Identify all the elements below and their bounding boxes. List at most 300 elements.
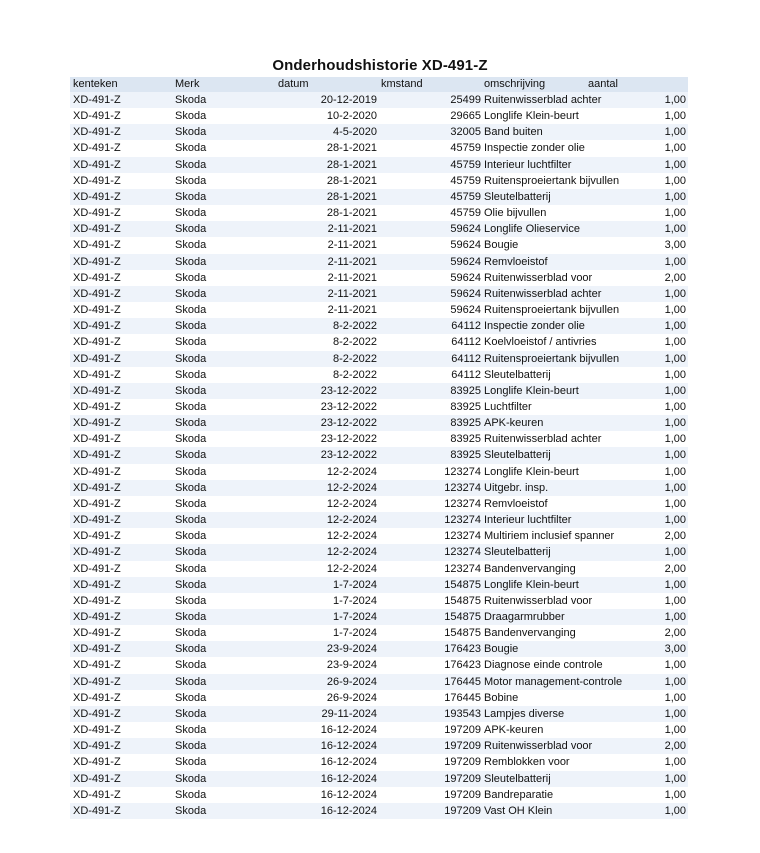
cell-description[interactable]: Bandenvervanging — [484, 627, 576, 640]
cell-brand[interactable]: Skoda — [175, 659, 207, 672]
cell-qty[interactable]: 1,00 — [664, 223, 686, 236]
cell-brand[interactable]: Skoda — [175, 465, 207, 478]
cell-description[interactable]: Ruitenwisserblad achter — [484, 287, 602, 300]
cell-km[interactable]: 197209 — [444, 756, 481, 769]
cell-qty[interactable]: 1,00 — [664, 207, 686, 220]
cell-description[interactable]: Ruitenwisserblad achter — [484, 94, 602, 106]
cell-plate[interactable]: XD-491-Z — [73, 400, 121, 413]
cell-date[interactable]: 10-2-2020 — [326, 110, 377, 123]
cell-plate[interactable]: XD-491-Z — [73, 659, 121, 672]
table-row[interactable] — [70, 577, 688, 593]
cell-qty[interactable]: 2,00 — [664, 627, 686, 640]
cell-plate[interactable]: XD-491-Z — [73, 287, 121, 300]
cell-qty[interactable]: 1,00 — [664, 724, 686, 737]
cell-brand[interactable]: Skoda — [175, 271, 207, 284]
table-row[interactable] — [70, 803, 688, 819]
cell-brand[interactable]: Skoda — [175, 724, 207, 737]
column-header-qty[interactable]: aantal — [588, 78, 618, 90]
cell-date[interactable]: 28-1-2021 — [326, 158, 377, 171]
cell-description[interactable]: Sleutelbatterij — [484, 190, 551, 203]
cell-km[interactable]: 123274 — [444, 530, 481, 543]
cell-brand[interactable]: Skoda — [175, 707, 207, 720]
cell-date[interactable]: 8-2-2022 — [332, 320, 377, 333]
cell-plate[interactable]: XD-491-Z — [73, 320, 121, 333]
cell-plate[interactable]: XD-491-Z — [73, 756, 121, 769]
table-row[interactable] — [70, 254, 688, 270]
table-row[interactable] — [70, 561, 688, 577]
cell-qty[interactable]: 1,00 — [664, 659, 686, 672]
cell-brand[interactable]: Skoda — [175, 433, 207, 446]
cell-qty[interactable]: 1,00 — [664, 110, 686, 123]
table-row[interactable] — [70, 641, 688, 657]
cell-km[interactable]: 64112 — [451, 336, 481, 349]
cell-km[interactable]: 32005 — [450, 126, 481, 139]
cell-plate[interactable]: XD-491-Z — [73, 207, 121, 220]
cell-brand[interactable]: Skoda — [175, 611, 207, 623]
cell-km[interactable]: 176423 — [444, 643, 481, 656]
cell-date[interactable]: 26-9-2024 — [326, 691, 377, 704]
cell-plate[interactable]: XD-491-Z — [73, 594, 121, 607]
cell-qty[interactable]: 1,00 — [664, 142, 686, 155]
table-row[interactable] — [70, 480, 688, 496]
cell-km[interactable]: 64112 — [451, 320, 481, 333]
cell-brand[interactable]: Skoda — [175, 207, 207, 220]
cell-date[interactable]: 12-2-2024 — [326, 497, 377, 510]
cell-description[interactable]: Ruitensproeiertank bijvullen — [484, 304, 620, 317]
cell-brand[interactable]: Skoda — [175, 368, 207, 381]
table-row[interactable] — [70, 157, 688, 173]
cell-km[interactable]: 45759 — [450, 158, 481, 171]
cell-qty[interactable]: 1,00 — [664, 675, 686, 688]
cell-description[interactable]: Inspectie zonder olie — [484, 142, 585, 155]
table-row[interactable] — [70, 738, 688, 754]
table-row[interactable] — [70, 302, 688, 318]
table-row[interactable] — [70, 286, 688, 302]
cell-date[interactable]: 16-12-2024 — [320, 772, 377, 785]
cell-km[interactable]: 64112 — [451, 352, 481, 365]
cell-qty[interactable]: 1,00 — [664, 368, 686, 381]
table-row[interactable] — [70, 318, 688, 334]
cell-date[interactable]: 2-11-2021 — [327, 223, 377, 236]
cell-date[interactable]: 23-12-2022 — [320, 449, 377, 462]
cell-date[interactable]: 29-11-2024 — [321, 707, 377, 720]
table-row[interactable] — [70, 464, 688, 480]
cell-description[interactable]: Bougie — [484, 643, 519, 656]
cell-date[interactable]: 4-5-2020 — [332, 126, 377, 139]
cell-km[interactable]: 154875 — [444, 611, 481, 623]
cell-date[interactable]: 23-9-2024 — [326, 659, 377, 672]
table-row[interactable] — [70, 173, 688, 189]
cell-qty[interactable]: 1,00 — [664, 594, 686, 607]
cell-brand[interactable]: Skoda — [175, 110, 207, 123]
cell-km[interactable]: 45759 — [450, 142, 481, 155]
cell-qty[interactable]: 3,00 — [664, 239, 686, 252]
cell-plate[interactable]: XD-491-Z — [73, 675, 121, 688]
cell-qty[interactable]: 1,00 — [664, 578, 686, 591]
cell-brand[interactable]: Skoda — [175, 239, 207, 252]
cell-date[interactable]: 26-9-2024 — [326, 675, 377, 688]
cell-qty[interactable]: 3,00 — [664, 643, 686, 656]
table-row[interactable] — [70, 140, 688, 156]
cell-description[interactable]: Bandenvervanging — [484, 562, 576, 575]
table-row[interactable] — [70, 512, 688, 528]
table-row[interactable] — [70, 706, 688, 722]
cell-date[interactable]: 28-1-2021 — [326, 207, 377, 220]
cell-description[interactable]: Bandreparatie — [484, 788, 554, 801]
cell-date[interactable]: 2-11-2021 — [327, 239, 377, 252]
cell-brand[interactable]: Skoda — [175, 223, 207, 236]
cell-brand[interactable]: Skoda — [175, 627, 207, 640]
cell-plate[interactable]: XD-491-Z — [73, 239, 121, 252]
cell-km[interactable]: 197209 — [444, 724, 481, 737]
cell-plate[interactable]: XD-491-Z — [73, 223, 121, 236]
cell-plate[interactable]: XD-491-Z — [73, 255, 121, 268]
cell-date[interactable]: 2-11-2021 — [327, 255, 377, 268]
cell-qty[interactable]: 1,00 — [664, 788, 686, 801]
cell-qty[interactable]: 1,00 — [664, 449, 686, 462]
cell-description[interactable]: Olie bijvullen — [484, 207, 547, 220]
cell-km[interactable]: 45759 — [450, 207, 481, 220]
cell-km[interactable]: 83925 — [450, 417, 481, 430]
cell-qty[interactable]: 1,00 — [664, 514, 686, 527]
cell-description[interactable]: Remblokken voor — [484, 756, 570, 769]
cell-brand[interactable]: Skoda — [175, 336, 207, 349]
cell-description[interactable]: Longlife Klein-beurt — [484, 384, 579, 397]
cell-plate[interactable]: XD-491-Z — [73, 772, 121, 785]
cell-date[interactable]: 1-7-2024 — [332, 611, 377, 623]
cell-km[interactable]: 64112 — [451, 368, 481, 381]
cell-plate[interactable]: XD-491-Z — [73, 578, 121, 591]
table-row[interactable] — [70, 124, 688, 140]
cell-km[interactable]: 83925 — [450, 433, 481, 446]
cell-date[interactable]: 20-12-2019 — [320, 94, 377, 106]
cell-date[interactable]: 16-12-2024 — [320, 740, 377, 753]
cell-km[interactable]: 176445 — [444, 675, 481, 688]
cell-km[interactable]: 197209 — [444, 788, 481, 801]
table-row[interactable] — [70, 92, 688, 108]
cell-plate[interactable]: XD-491-Z — [73, 627, 121, 640]
cell-plate[interactable]: XD-491-Z — [73, 449, 121, 462]
cell-km[interactable]: 193543 — [444, 707, 481, 720]
cell-date[interactable]: 12-2-2024 — [326, 465, 377, 478]
table-row[interactable] — [70, 415, 688, 431]
cell-qty[interactable]: 1,00 — [664, 691, 686, 704]
cell-plate[interactable]: XD-491-Z — [73, 724, 121, 737]
table-row[interactable] — [70, 657, 688, 673]
cell-brand[interactable]: Skoda — [175, 255, 207, 268]
cell-brand[interactable]: Skoda — [175, 417, 207, 430]
cell-plate[interactable]: XD-491-Z — [73, 643, 121, 656]
cell-qty[interactable]: 1,00 — [664, 546, 686, 559]
cell-qty[interactable]: 1,00 — [664, 417, 686, 430]
table-row[interactable] — [70, 431, 688, 447]
cell-description[interactable]: Motor management-controle — [484, 675, 623, 688]
cell-description[interactable]: Longlife Olieservice — [484, 223, 580, 236]
cell-description[interactable]: Bobine — [484, 691, 519, 704]
table-row[interactable] — [70, 108, 688, 124]
cell-plate[interactable]: XD-491-Z — [73, 707, 121, 720]
cell-description[interactable]: Multiriem inclusief spanner — [484, 530, 615, 543]
cell-description[interactable]: Ruitenwisserblad voor — [484, 594, 593, 607]
cell-date[interactable]: 23-9-2024 — [326, 643, 377, 656]
table-row[interactable] — [70, 544, 688, 560]
cell-km[interactable]: 123274 — [444, 514, 481, 527]
cell-plate[interactable]: XD-491-Z — [73, 514, 121, 527]
cell-brand[interactable]: Skoda — [175, 497, 207, 510]
table-row[interactable] — [70, 189, 688, 205]
cell-qty[interactable]: 1,00 — [664, 126, 686, 139]
cell-qty[interactable]: 1,00 — [664, 497, 686, 510]
cell-description[interactable]: Vast OH Klein — [484, 804, 553, 817]
cell-date[interactable]: 2-11-2021 — [327, 287, 377, 300]
cell-description[interactable]: APK-keuren — [484, 417, 544, 430]
cell-date[interactable]: 2-11-2021 — [327, 271, 377, 284]
cell-description[interactable]: Bougie — [484, 239, 519, 252]
cell-description[interactable]: APK-keuren — [484, 724, 544, 737]
cell-description[interactable]: Ruitensproeiertank bijvullen — [484, 352, 620, 365]
table-row[interactable] — [70, 383, 688, 399]
cell-description[interactable]: Ruitenwisserblad achter — [484, 433, 602, 446]
cell-km[interactable]: 83925 — [450, 449, 481, 462]
cell-qty[interactable]: 1,00 — [664, 320, 686, 333]
cell-km[interactable]: 123274 — [444, 546, 481, 559]
cell-plate[interactable]: XD-491-Z — [73, 94, 121, 106]
cell-plate[interactable]: XD-491-Z — [73, 336, 121, 349]
cell-km[interactable]: 123274 — [444, 465, 481, 478]
cell-brand[interactable]: Skoda — [175, 643, 207, 656]
column-header-date[interactable]: datum — [278, 78, 309, 90]
cell-description[interactable]: Band buiten — [484, 126, 543, 139]
cell-description[interactable]: Ruitenwisserblad voor — [484, 271, 593, 284]
cell-description[interactable]: Draagarmrubber — [484, 611, 565, 623]
cell-km[interactable]: 25499 — [450, 94, 481, 106]
cell-km[interactable]: 123274 — [444, 562, 481, 575]
cell-brand[interactable]: Skoda — [175, 691, 207, 704]
table-row[interactable] — [70, 237, 688, 253]
cell-qty[interactable]: 1,00 — [664, 433, 686, 446]
cell-date[interactable]: 1-7-2024 — [332, 627, 377, 640]
cell-date[interactable]: 28-1-2021 — [326, 174, 377, 187]
table-row[interactable] — [70, 496, 688, 512]
cell-km[interactable]: 83925 — [450, 400, 481, 413]
cell-plate[interactable]: XD-491-Z — [73, 691, 121, 704]
cell-plate[interactable]: XD-491-Z — [73, 562, 121, 575]
cell-date[interactable]: 23-12-2022 — [320, 417, 377, 430]
cell-brand[interactable]: Skoda — [175, 546, 207, 559]
table-row[interactable] — [70, 447, 688, 463]
cell-qty[interactable]: 1,00 — [664, 255, 686, 268]
table-row[interactable] — [70, 270, 688, 286]
cell-brand[interactable]: Skoda — [175, 756, 207, 769]
cell-plate[interactable]: XD-491-Z — [73, 433, 121, 446]
cell-description[interactable]: Ruitensproeiertank bijvullen — [484, 174, 620, 187]
cell-plate[interactable]: XD-491-Z — [73, 271, 121, 284]
cell-plate[interactable]: XD-491-Z — [73, 497, 121, 510]
cell-km[interactable]: 123274 — [444, 497, 481, 510]
cell-km[interactable]: 197209 — [444, 772, 481, 785]
cell-date[interactable]: 16-12-2024 — [320, 788, 377, 801]
cell-plate[interactable]: XD-491-Z — [73, 740, 121, 753]
cell-qty[interactable]: 2,00 — [664, 740, 686, 753]
cell-brand[interactable]: Skoda — [175, 352, 207, 365]
cell-date[interactable]: 23-12-2022 — [320, 433, 377, 446]
cell-date[interactable]: 8-2-2022 — [332, 336, 377, 349]
cell-qty[interactable]: 1,00 — [664, 384, 686, 397]
cell-brand[interactable]: Skoda — [175, 788, 207, 801]
cell-date[interactable]: 16-12-2024 — [320, 756, 377, 769]
cell-plate[interactable]: XD-491-Z — [73, 368, 121, 381]
cell-description[interactable]: Sleutelbatterij — [484, 772, 551, 785]
cell-plate[interactable]: XD-491-Z — [73, 546, 121, 559]
table-row[interactable] — [70, 787, 688, 803]
cell-brand[interactable]: Skoda — [175, 142, 207, 155]
cell-description[interactable]: Interieur luchtfilter — [484, 514, 572, 527]
cell-plate[interactable]: XD-491-Z — [73, 142, 121, 155]
cell-qty[interactable]: 1,00 — [664, 174, 686, 187]
cell-brand[interactable]: Skoda — [175, 530, 207, 543]
cell-description[interactable]: Longlife Klein-beurt — [484, 578, 579, 591]
cell-plate[interactable]: XD-491-Z — [73, 158, 121, 171]
cell-qty[interactable]: 1,00 — [664, 707, 686, 720]
cell-km[interactable]: 123274 — [444, 481, 481, 494]
table-row[interactable] — [70, 334, 688, 350]
column-header-km[interactable]: kmstand — [381, 78, 423, 90]
cell-km[interactable]: 59624 — [450, 271, 481, 284]
cell-brand[interactable]: Skoda — [175, 449, 207, 462]
cell-plate[interactable]: XD-491-Z — [73, 384, 121, 397]
cell-km[interactable]: 45759 — [450, 174, 481, 187]
cell-brand[interactable]: Skoda — [175, 94, 207, 106]
table-row[interactable] — [70, 351, 688, 367]
cell-brand[interactable]: Skoda — [175, 320, 207, 333]
cell-km[interactable]: 154875 — [444, 594, 481, 607]
table-row[interactable] — [70, 221, 688, 237]
cell-qty[interactable]: 1,00 — [664, 158, 686, 171]
cell-brand[interactable]: Skoda — [175, 384, 207, 397]
table-row[interactable] — [70, 722, 688, 738]
cell-date[interactable]: 8-2-2022 — [332, 352, 377, 365]
cell-qty[interactable]: 2,00 — [664, 271, 686, 284]
table-row[interactable] — [70, 205, 688, 221]
cell-qty[interactable]: 1,00 — [664, 772, 686, 785]
cell-description[interactable]: Sleutelbatterij — [484, 368, 551, 381]
table-row[interactable] — [70, 674, 688, 690]
cell-plate[interactable]: XD-491-Z — [73, 465, 121, 478]
cell-description[interactable]: Uitgebr. insp. — [484, 481, 549, 494]
cell-qty[interactable]: 1,00 — [664, 465, 686, 478]
cell-date[interactable]: 28-1-2021 — [326, 142, 377, 155]
table-row[interactable] — [70, 754, 688, 770]
cell-brand[interactable]: Skoda — [175, 287, 207, 300]
cell-description[interactable]: Koelvloeistof / antivries — [484, 336, 597, 349]
cell-description[interactable]: Remvloeistof — [484, 497, 548, 510]
cell-qty[interactable]: 2,00 — [664, 562, 686, 575]
cell-plate[interactable]: XD-491-Z — [73, 126, 121, 139]
cell-plate[interactable]: XD-491-Z — [73, 530, 121, 543]
cell-date[interactable]: 12-2-2024 — [326, 530, 377, 543]
cell-date[interactable]: 8-2-2022 — [332, 368, 377, 381]
cell-brand[interactable]: Skoda — [175, 578, 207, 591]
cell-km[interactable]: 59624 — [450, 287, 481, 300]
table-row[interactable] — [70, 771, 688, 787]
cell-brand[interactable]: Skoda — [175, 740, 207, 753]
cell-km[interactable]: 45759 — [450, 190, 481, 203]
table-row[interactable] — [70, 690, 688, 706]
cell-date[interactable]: 12-2-2024 — [326, 546, 377, 559]
cell-date[interactable]: 12-2-2024 — [326, 481, 377, 494]
cell-plate[interactable]: XD-491-Z — [73, 110, 121, 123]
cell-plate[interactable]: XD-491-Z — [73, 481, 121, 494]
cell-brand[interactable]: Skoda — [175, 158, 207, 171]
cell-description[interactable]: Diagnose einde controle — [484, 659, 603, 672]
cell-brand[interactable]: Skoda — [175, 190, 207, 203]
cell-km[interactable]: 154875 — [444, 578, 481, 591]
cell-km[interactable]: 83925 — [450, 384, 481, 397]
column-header-brand[interactable]: Merk — [175, 78, 200, 90]
cell-description[interactable]: Longlife Klein-beurt — [484, 110, 579, 123]
column-header-description[interactable]: omschrijving — [484, 78, 546, 90]
cell-plate[interactable]: XD-491-Z — [73, 352, 121, 365]
cell-brand[interactable]: Skoda — [175, 174, 207, 187]
cell-brand[interactable]: Skoda — [175, 594, 207, 607]
cell-km[interactable]: 176423 — [444, 659, 481, 672]
cell-brand[interactable]: Skoda — [175, 304, 207, 317]
cell-km[interactable]: 59624 — [450, 304, 481, 317]
cell-description[interactable]: Sleutelbatterij — [484, 546, 551, 559]
table-row[interactable] — [70, 609, 688, 625]
cell-brand[interactable]: Skoda — [175, 772, 207, 785]
cell-date[interactable]: 23-12-2022 — [320, 384, 377, 397]
cell-plate[interactable]: XD-491-Z — [73, 190, 121, 203]
cell-date[interactable]: 12-2-2024 — [326, 562, 377, 575]
cell-plate[interactable]: XD-491-Z — [73, 804, 121, 817]
cell-qty[interactable]: 2,00 — [664, 530, 686, 543]
cell-date[interactable]: 1-7-2024 — [332, 594, 377, 607]
cell-qty[interactable]: 1,00 — [664, 611, 686, 623]
cell-brand[interactable]: Skoda — [175, 804, 207, 817]
cell-km[interactable]: 176445 — [444, 691, 481, 704]
cell-plate[interactable]: XD-491-Z — [73, 174, 121, 187]
cell-brand[interactable]: Skoda — [175, 562, 207, 575]
cell-km[interactable]: 197209 — [444, 804, 481, 817]
cell-qty[interactable]: 1,00 — [664, 304, 686, 317]
cell-km[interactable]: 154875 — [444, 627, 481, 640]
cell-plate[interactable]: XD-491-Z — [73, 417, 121, 430]
cell-description[interactable]: Sleutelbatterij — [484, 449, 551, 462]
cell-brand[interactable]: Skoda — [175, 481, 207, 494]
cell-brand[interactable]: Skoda — [175, 400, 207, 413]
cell-description[interactable]: Interieur luchtfilter — [484, 158, 572, 171]
cell-qty[interactable]: 1,00 — [664, 287, 686, 300]
cell-km[interactable]: 59624 — [450, 239, 481, 252]
cell-description[interactable]: Remvloeistof — [484, 255, 548, 268]
cell-qty[interactable]: 1,00 — [664, 94, 686, 106]
cell-qty[interactable]: 1,00 — [664, 400, 686, 413]
cell-date[interactable]: 1-7-2024 — [332, 578, 377, 591]
cell-plate[interactable]: XD-491-Z — [73, 304, 121, 317]
cell-brand[interactable]: Skoda — [175, 675, 207, 688]
column-header-plate[interactable]: kenteken — [73, 78, 118, 90]
cell-km[interactable]: 29665 — [450, 110, 481, 123]
cell-km[interactable]: 59624 — [450, 223, 481, 236]
cell-brand[interactable]: Skoda — [175, 126, 207, 139]
cell-date[interactable]: 16-12-2024 — [320, 724, 377, 737]
cell-description[interactable]: Inspectie zonder olie — [484, 320, 585, 333]
cell-date[interactable]: 23-12-2022 — [320, 400, 377, 413]
cell-date[interactable]: 16-12-2024 — [320, 804, 377, 817]
cell-description[interactable]: Lampjes diverse — [484, 707, 565, 720]
cell-date[interactable]: 28-1-2021 — [326, 190, 377, 203]
